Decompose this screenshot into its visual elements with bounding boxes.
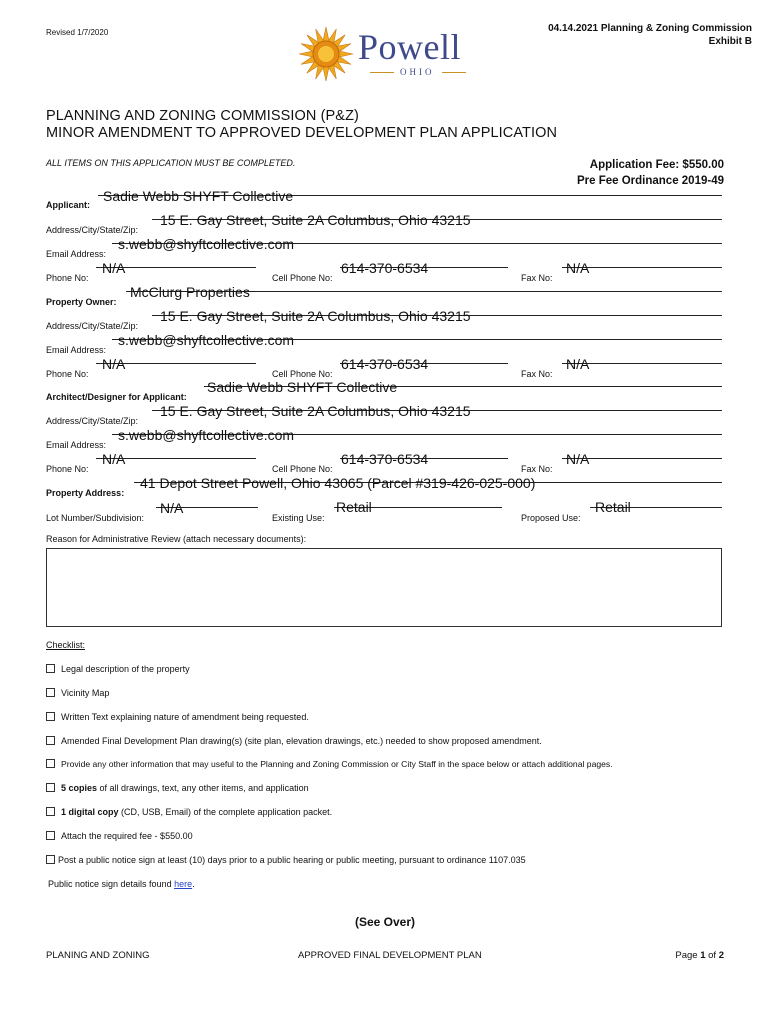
checklist-item	[46, 712, 309, 722]
architect-email-label: Email Address:	[46, 440, 107, 450]
checkbox[interactable]	[46, 855, 55, 864]
checklist-item	[46, 759, 613, 769]
reason-textbox[interactable]	[46, 548, 722, 627]
logo-rule-left	[370, 72, 394, 73]
digital-rest: (CD, USB, Email) of the complete application packet.	[118, 807, 333, 817]
page-number	[675, 950, 724, 961]
checklist-item	[46, 736, 542, 746]
application-fee	[577, 157, 724, 189]
applicant-cell-label: Cell Phone No:	[272, 273, 333, 283]
checkbox[interactable]	[46, 831, 55, 840]
architect-fax-label: Fax No:	[521, 464, 553, 474]
architect-fax-field[interactable]: N/A	[566, 451, 590, 467]
checkbox[interactable]	[46, 688, 55, 697]
owner-name-field[interactable]: McClurg Properties	[130, 284, 250, 300]
applicant-cell-field[interactable]: 614-370-6534	[341, 260, 429, 276]
owner-phone-label: Phone No:	[46, 369, 89, 379]
checklist-item-label: Provide any other information that may useful to the Planning and Zoning Commission or City Staff in the space below or attach additional pages.	[61, 759, 613, 769]
checklist-item-label: Written Text explaining nature of amendment being requested.	[61, 712, 309, 722]
page-title	[46, 108, 557, 142]
checkbox[interactable]	[46, 712, 55, 721]
checklist-item-label: Amended Final Development Plan drawing(s) (site plan, elevation drawings, etc.) needed to show proposed amendment.	[61, 736, 542, 746]
owner-address-field[interactable]: 15 E. Gay Street, Suite 2A Columbus, Ohio 43215	[160, 308, 471, 324]
owner-cell-label: Cell Phone No:	[272, 369, 333, 379]
page-total: 2	[718, 950, 724, 961]
exhibit-line-1: 04.14.2021 Planning & Zoning Commission	[548, 23, 752, 34]
architect-phone-label: Phone No:	[46, 464, 89, 474]
notice-link[interactable]: here	[174, 879, 193, 889]
property-address-field[interactable]: 41 Depot Street Powell, Ohio 43065 (Parcel #319-426-025-000)	[140, 475, 536, 491]
checklist-title: Checklist:	[46, 640, 86, 650]
applicant-email-field[interactable]: s.webb@shyftcollective.com	[118, 236, 295, 252]
architect-name-field[interactable]: Sadie Webb SHYFT Collective	[207, 379, 398, 395]
powell-logo	[296, 26, 476, 82]
owner-label: Property Owner:	[46, 297, 117, 307]
logo-subtitle: OHIO	[400, 67, 435, 77]
logo-wordmark: Powell	[358, 27, 462, 67]
footer-center: APPROVED FINAL DEVELOPMENT PLAN	[298, 950, 482, 961]
architect-label: Architect/Designer for Applicant:	[46, 392, 187, 402]
digital-bold: 1 digital copy	[61, 807, 119, 817]
checklist-item-label: Post a public notice sign at least (10) days prior to a public hearing or public meeting, pursuant to ordinance 1107.035	[58, 855, 526, 865]
owner-fax-label: Fax No:	[521, 369, 553, 379]
owner-address-label: Address/City/State/Zip:	[46, 321, 139, 331]
checklist-item	[46, 855, 526, 865]
notice-end: .	[192, 879, 195, 889]
owner-phone-field[interactable]: N/A	[102, 356, 126, 372]
architect-phone-field[interactable]: N/A	[102, 451, 126, 467]
architect-address-field[interactable]: 15 E. Gay Street, Suite 2A Columbus, Ohio 43215	[160, 403, 471, 419]
reason-label: Reason for Administrative Review (attach necessary documents):	[46, 534, 307, 544]
existing-use-label: Existing Use:	[272, 513, 325, 523]
lot-label: Lot Number/Subdivision:	[46, 513, 145, 523]
page-current: 1	[700, 950, 706, 961]
copies-bold: 5 copies	[61, 783, 98, 793]
completion-note: ALL ITEMS ON THIS APPLICATION MUST BE COMPLETED.	[46, 158, 296, 168]
applicant-phone-field[interactable]: N/A	[102, 260, 126, 276]
owner-fax-field[interactable]: N/A	[566, 356, 590, 372]
proposed-use-field[interactable]: Retail	[595, 499, 631, 515]
checklist-item	[46, 807, 332, 817]
applicant-address-label: Address/City/State/Zip:	[46, 225, 139, 235]
copies-rest: of all drawings, text, any other items, and application	[97, 783, 309, 793]
notice-text: Public notice sign details found	[48, 879, 175, 889]
footer-left: PLANING AND ZONING	[46, 950, 150, 961]
page-mid: of	[705, 950, 719, 961]
checklist-item-label: Vicinity Map	[61, 688, 110, 698]
architect-cell-field[interactable]: 614-370-6534	[341, 451, 429, 467]
applicant-fax-label: Fax No:	[521, 273, 553, 283]
revised-date: Revised 1/7/2020	[46, 28, 109, 37]
owner-email-field[interactable]: s.webb@shyftcollective.com	[118, 332, 295, 348]
proposed-use-label: Proposed Use:	[521, 513, 581, 523]
checkbox[interactable]	[46, 807, 55, 816]
architect-address-label: Address/City/State/Zip:	[46, 416, 139, 426]
checklist-item	[46, 831, 193, 841]
checkbox[interactable]	[46, 759, 55, 768]
property-address-label: Property Address:	[46, 488, 125, 498]
architect-email-field[interactable]: s.webb@shyftcollective.com	[118, 427, 295, 443]
checkbox[interactable]	[46, 783, 55, 792]
exhibit-label	[548, 22, 752, 48]
checklist-item-label: Legal description of the property	[61, 664, 190, 674]
logo-rule-right	[442, 72, 466, 73]
applicant-label: Applicant:	[46, 200, 90, 210]
applicant-phone-label: Phone No:	[46, 273, 89, 283]
owner-email-label: Email Address:	[46, 345, 107, 355]
applicant-email-label: Email Address:	[46, 249, 107, 259]
checkbox[interactable]	[46, 664, 55, 673]
checklist-item	[46, 783, 309, 793]
lot-field[interactable]: N/A	[160, 500, 184, 516]
applicant-name-field[interactable]: Sadie Webb SHYFT Collective	[103, 188, 294, 204]
page-prefix: Page	[675, 950, 701, 961]
applicant-fax-field[interactable]: N/A	[566, 260, 590, 276]
sun-icon	[296, 26, 356, 82]
existing-use-field[interactable]: Retail	[336, 499, 372, 515]
fee-line-1: Application Fee: $550.00	[589, 159, 724, 171]
owner-cell-field[interactable]: 614-370-6534	[341, 356, 429, 372]
architect-cell-label: Cell Phone No:	[272, 464, 333, 474]
checklist-item	[46, 664, 190, 674]
fee-line-2: Pre Fee Ordinance 2019-49	[576, 175, 724, 187]
checklist-item	[46, 688, 109, 698]
see-over: (See Over)	[354, 915, 416, 929]
title-line-1: PLANNING AND ZONING COMMISSION (P&Z)	[46, 108, 359, 124]
checkbox[interactable]	[46, 736, 55, 745]
exhibit-line-2: Exhibit B	[708, 36, 752, 47]
checklist-item-label: Attach the required fee - $550.00	[61, 831, 193, 841]
title-line-2: MINOR AMENDMENT TO APPROVED DEVELOPMENT PLAN APPLICATION	[46, 125, 558, 141]
public-notice-line	[48, 879, 195, 889]
applicant-address-field[interactable]: 15 E. Gay Street, Suite 2A Columbus, Ohio 43215	[160, 212, 471, 228]
